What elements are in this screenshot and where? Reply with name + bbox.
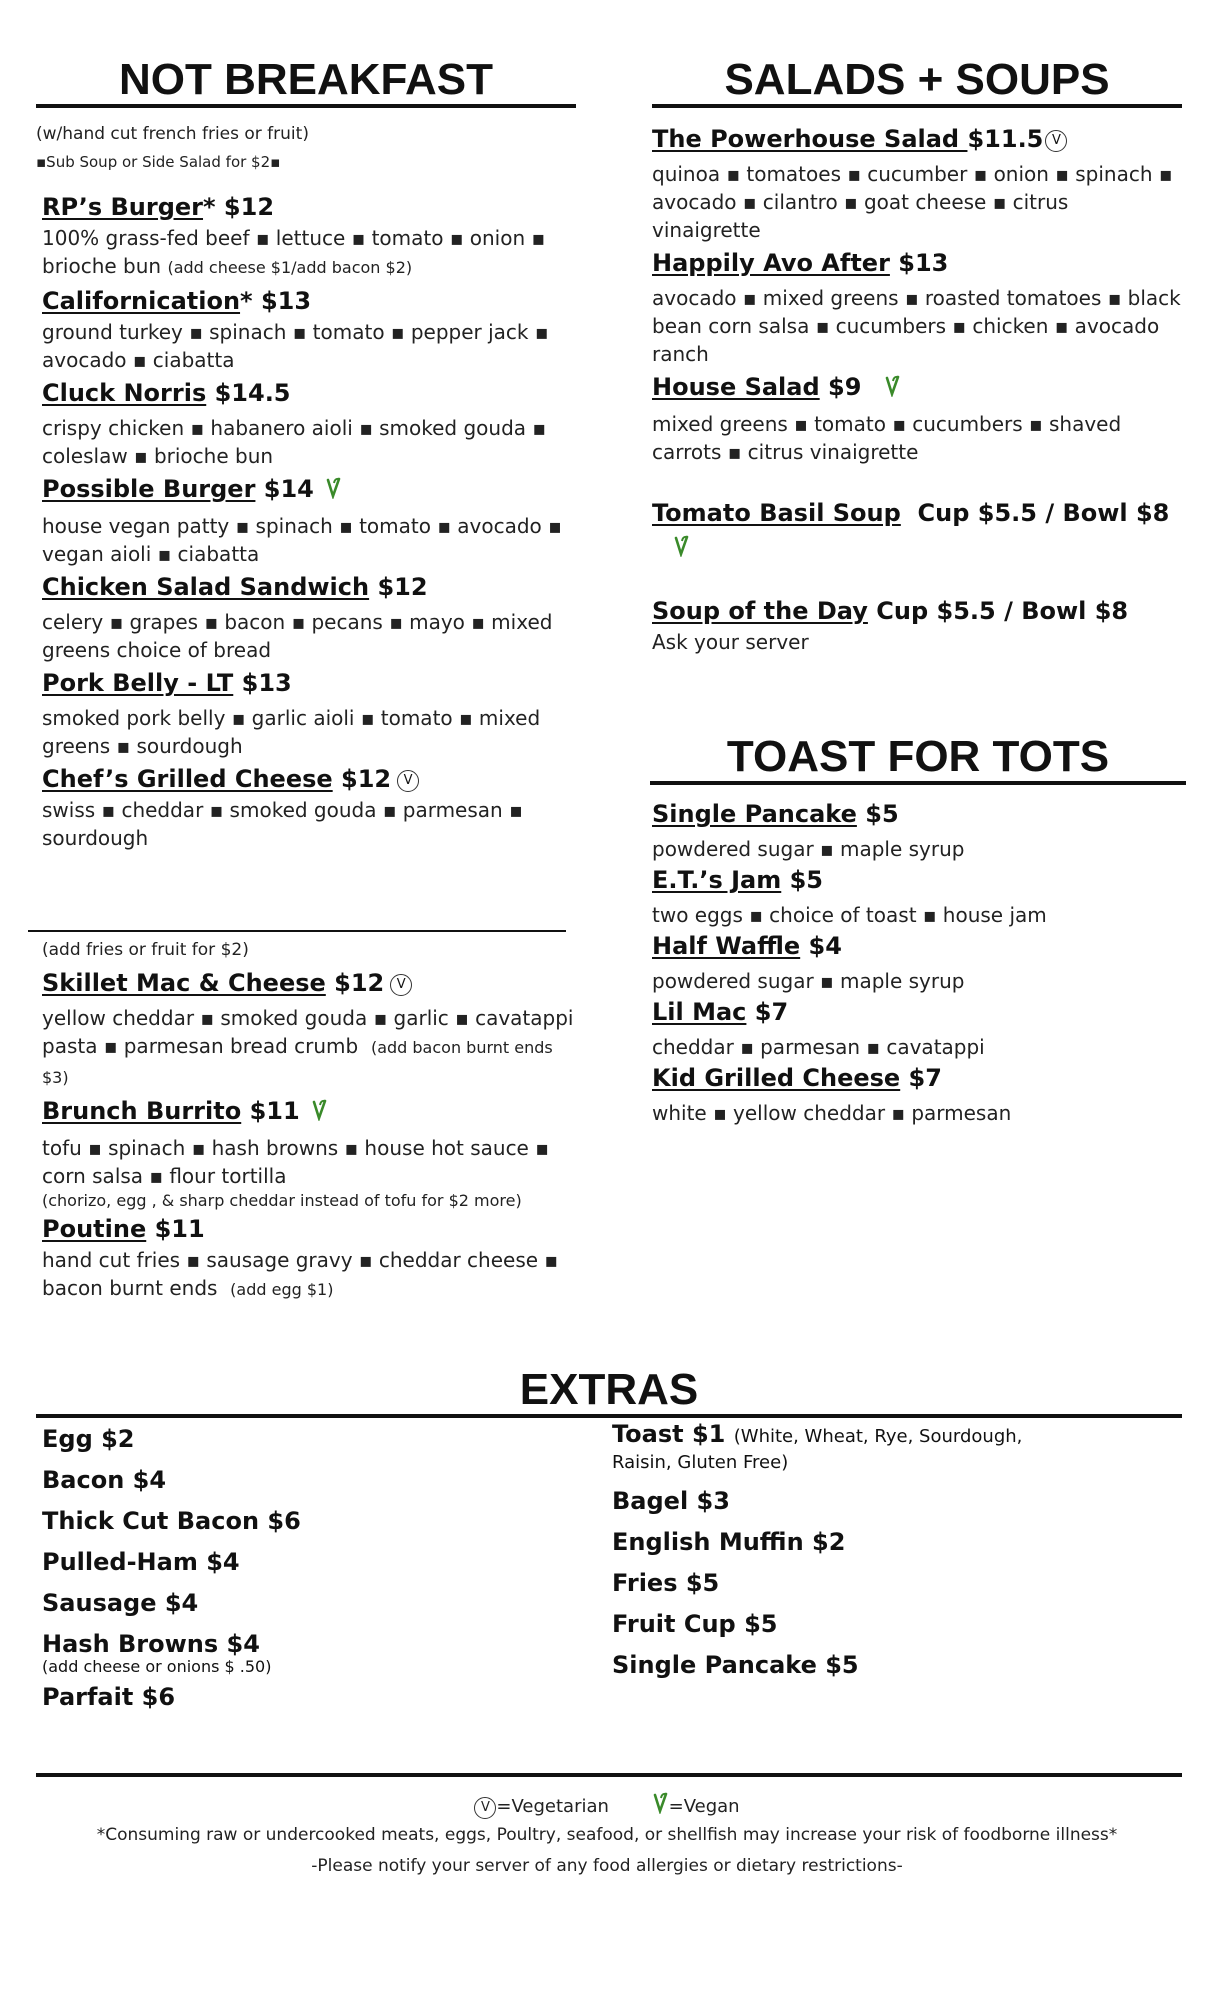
menu-item xyxy=(652,122,1182,244)
item-price: $13 xyxy=(889,249,949,277)
item-price: $11.5 xyxy=(967,125,1044,153)
item-addon-note: (add cheese $1/add bacon $2) xyxy=(167,258,413,277)
item-description: powdered sugar ▪ maple syrup xyxy=(652,837,965,861)
section-title-wrap xyxy=(36,55,576,108)
item-description: tofu ▪ spinach ▪ hash browns ▪ house hot sauce ▪ corn salsa ▪ flour tortilla xyxy=(42,1136,549,1188)
item-name: Californication xyxy=(42,287,241,315)
item-description: mixed greens ▪ tomato ▪ cucumbers ▪ shaved carrots ▪ citrus vinaigrette xyxy=(652,412,1122,464)
section-note: ▪Sub Soup or Side Salad for $2▪ xyxy=(36,153,281,171)
menu-item xyxy=(42,1212,582,1304)
item-name: Single Pancake xyxy=(652,800,857,828)
item-price: $7 xyxy=(900,1064,942,1092)
footer-divider xyxy=(36,1773,1182,1777)
item-price: * $13 xyxy=(240,287,312,315)
item-price: $7 xyxy=(746,998,789,1026)
vegan-icon xyxy=(883,372,901,406)
extra-item: English Muffin $2 xyxy=(612,1528,846,1556)
item-description: white ▪ yellow cheddar ▪ parmesan xyxy=(652,1101,1012,1125)
item-price: $4 xyxy=(800,932,842,960)
item-price: * $12 xyxy=(203,193,275,221)
item-addon-note: (chorizo, egg , & sharp cheddar instead of tofu for $2 more) xyxy=(42,1191,522,1210)
menu-item xyxy=(652,1061,1186,1127)
section-title-wrap xyxy=(650,732,1186,785)
item-description: yellow cheddar ▪ smoked gouda ▪ garlic ▪ cavatappi pasta ▪ parmesan bread crumb xyxy=(42,1006,574,1058)
item-description: crispy chicken ▪ habanero aioli ▪ smoked gouda ▪ coleslaw ▪ brioche bun xyxy=(42,416,546,468)
menu-item xyxy=(42,570,576,664)
toast-for-tots-section xyxy=(650,732,1186,1127)
extras-section xyxy=(36,1365,1182,1418)
allergy-notice: -Please notify your server of any food allergies or dietary restrictions- xyxy=(311,1856,903,1876)
divider xyxy=(28,930,566,932)
menu-item xyxy=(42,190,576,282)
section-title: TOAST FOR TOTS xyxy=(726,732,1110,781)
extra-item: Fruit Cup $5 xyxy=(612,1610,778,1638)
extra-item: Sausage $4 xyxy=(42,1589,199,1617)
menu-item xyxy=(42,376,576,470)
vegetarian-icon: V xyxy=(474,1797,496,1819)
item-price: $11 xyxy=(241,1097,300,1125)
item-description: ground turkey ▪ spinach ▪ tomato ▪ pepper jack ▪ avocado ▪ ciabatta xyxy=(42,320,549,372)
section-title: NOT BREAKFAST xyxy=(119,55,493,104)
section-title: SALADS + SOUPS xyxy=(724,55,1110,104)
menu-item xyxy=(652,929,1186,995)
vegetarian-icon: V xyxy=(397,770,419,792)
extra-item: Pulled-Ham $4 xyxy=(42,1548,240,1576)
extras-right-list xyxy=(612,1420,1172,1686)
item-description: house vegan patty ▪ spinach ▪ tomato ▪ avocado ▪ vegan aioli ▪ ciabatta xyxy=(42,514,562,566)
extra-item: Bacon $4 xyxy=(42,1466,167,1494)
item-name: Skillet Mac & Cheese xyxy=(42,969,326,997)
extra-item: Single Pancake $5 xyxy=(612,1651,859,1679)
item-description: hand cut fries ▪ sausage gravy ▪ cheddar cheese ▪ bacon burnt ends xyxy=(42,1248,558,1300)
not-breakfast-section-2 xyxy=(42,936,582,1304)
extra-item-note: Raisin, Gluten Free) xyxy=(612,1452,789,1473)
item-description: smoked pork belly ▪ garlic aioli ▪ tomato ▪ mixed greens ▪ sourdough xyxy=(42,706,541,758)
item-name: Chicken Salad Sandwich xyxy=(42,573,370,601)
extra-item: Bagel $3 xyxy=(612,1487,730,1515)
item-addon-note: (add egg $1) xyxy=(230,1280,334,1299)
item-description: swiss ▪ cheddar ▪ smoked gouda ▪ parmesan ▪ sourdough xyxy=(42,798,523,850)
item-name: The Powerhouse Salad xyxy=(652,125,968,153)
item-price: $14.5 xyxy=(206,379,291,407)
item-price: Cup $5.5 / Bowl $8 xyxy=(867,597,1129,625)
menu-item xyxy=(652,370,1182,466)
menu-item xyxy=(652,246,1182,368)
item-description: two eggs ▪ choice of toast ▪ house jam xyxy=(652,903,1047,927)
item-addon-note: (add bacon burnt ends $3) xyxy=(42,1038,553,1087)
item-price: $5 xyxy=(781,866,824,894)
item-name: Kid Grilled Cheese xyxy=(652,1064,901,1092)
item-name: Lil Mac xyxy=(652,998,747,1026)
item-price: $9 xyxy=(819,373,862,401)
extra-item: Fries $5 xyxy=(612,1569,720,1597)
item-price: Cup $5.5 / Bowl $8 xyxy=(900,499,1170,527)
vegan-icon xyxy=(651,1792,669,1822)
vegetarian-icon: V xyxy=(390,974,412,996)
extra-item: Parfait $6 xyxy=(42,1683,176,1711)
item-description: powdered sugar ▪ maple syrup xyxy=(652,969,965,993)
menu-item xyxy=(652,797,1186,863)
item-name: Brunch Burrito xyxy=(42,1097,242,1125)
menu-item xyxy=(42,762,576,852)
vegan-icon xyxy=(672,532,690,566)
item-name: Pork Belly - LT xyxy=(42,669,234,697)
item-price: $5 xyxy=(856,800,899,828)
menu-item xyxy=(652,594,1182,656)
menu-item xyxy=(652,496,1182,566)
item-name: Tomato Basil Soup xyxy=(652,499,901,527)
item-description: celery ▪ grapes ▪ bacon ▪ pecans ▪ mayo ▪ mixed greens choice of bread xyxy=(42,610,553,662)
item-name: Happily Avo After xyxy=(652,249,890,277)
menu-item xyxy=(652,863,1186,929)
item-price: $13 xyxy=(233,669,292,697)
section-title: EXTRAS xyxy=(519,1365,699,1414)
item-description: 100% grass-fed beef ▪ lettuce ▪ tomato ▪ onion ▪ brioche bun xyxy=(42,226,546,278)
menu-item xyxy=(42,966,582,1092)
vegan-icon xyxy=(324,474,342,508)
extras-left-list xyxy=(42,1419,582,1718)
item-description: quinoa ▪ tomatoes ▪ cucumber ▪ onion ▪ spinach ▪ avocado ▪ cilantro ▪ goat cheese ▪ citrus vinaigrette xyxy=(652,162,1173,242)
item-name: Cluck Norris xyxy=(42,379,207,407)
extra-item: Toast $1 xyxy=(612,1420,726,1448)
extra-item: Egg $2 xyxy=(42,1425,135,1453)
menu-item xyxy=(42,472,576,568)
item-price: $11 xyxy=(146,1215,205,1243)
item-price: $14 xyxy=(255,475,314,503)
section-note: (add fries or fruit for $2) xyxy=(42,940,249,960)
item-name: Soup of the Day xyxy=(652,597,868,625)
vegetarian-legend-label: =Vegetarian xyxy=(496,1796,609,1817)
not-breakfast-section xyxy=(36,55,576,852)
legend xyxy=(0,1792,1214,1822)
item-name: Poutine xyxy=(42,1215,147,1243)
item-name: House Salad xyxy=(652,373,820,401)
salads-soups-section xyxy=(652,55,1182,656)
item-price: $12 xyxy=(369,573,428,601)
section-title-wrap xyxy=(652,55,1182,108)
vegan-icon xyxy=(310,1096,328,1130)
item-name: RP’s Burger xyxy=(42,193,204,221)
vegan-legend-label: =Vegan xyxy=(668,1796,740,1817)
item-description: Ask your server xyxy=(652,630,809,654)
item-price: $12 xyxy=(332,765,392,793)
item-description: cheddar ▪ parmesan ▪ cavatappi xyxy=(652,1035,985,1059)
menu-item xyxy=(42,1094,582,1212)
vegetarian-icon: V xyxy=(1045,130,1067,152)
extra-item-note: (White, Wheat, Rye, Sourdough, xyxy=(733,1426,1023,1447)
item-name: E.T.’s Jam xyxy=(652,866,782,894)
section-title-wrap xyxy=(36,1365,1182,1418)
extra-item-note: (add cheese or onions $ .50) xyxy=(42,1657,272,1676)
section-note: (w/hand cut french fries or fruit) xyxy=(36,124,309,144)
item-name: Half Waffle xyxy=(652,932,801,960)
menu-item xyxy=(42,666,576,760)
item-name: Possible Burger xyxy=(42,475,256,503)
extra-item: Hash Browns $4 xyxy=(42,1630,260,1658)
food-safety-warning: *Consuming raw or undercooked meats, eggs, Poultry, seafood, or shellfish may increase your risk of foodborne illness* xyxy=(96,1825,1118,1845)
menu-item xyxy=(652,995,1186,1061)
extra-item: Thick Cut Bacon $6 xyxy=(42,1507,301,1535)
menu-item xyxy=(42,284,576,374)
item-price: $12 xyxy=(325,969,385,997)
item-name: Chef’s Grilled Cheese xyxy=(42,765,333,793)
item-description: avocado ▪ mixed greens ▪ roasted tomatoes ▪ black bean corn salsa ▪ cucumbers ▪ chicken ▪ avocado ranch xyxy=(652,286,1181,366)
